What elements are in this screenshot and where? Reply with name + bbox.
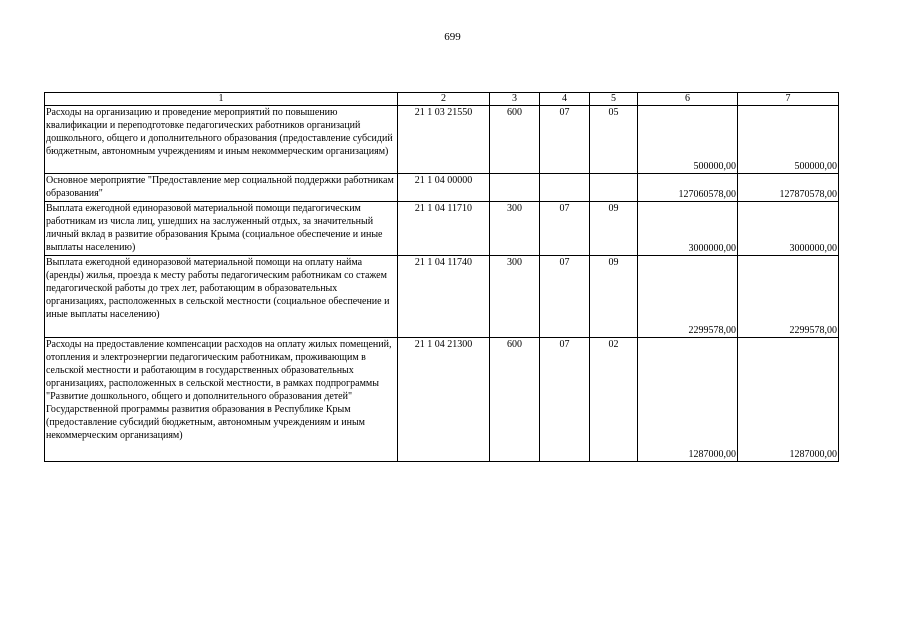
row-name-cell: Выплата ежегодной единоразовой материальной помощи педагогическим работникам из числа лиц, ушедших на заслуженный отдых, за значительный личный вклад в развитие образования Крыма (социальное обеспечение и иные выплаты населению) [45,202,398,256]
row-c5-cell [590,174,638,202]
table-header-row [45,93,839,106]
row-c3-cell: 300 [490,256,540,338]
row-value6-cell: 1287000,00 [638,338,738,462]
row-code-cell: 21 1 04 21300 [398,338,490,462]
header-cell-1: 1 [45,93,398,106]
row-name-cell: Основное мероприятие "Предоставление мер социальной поддержки работникам образования" [45,174,398,202]
row-value7-cell: 1287000,00 [738,338,839,462]
row-name-cell: Расходы на организацию и проведение мероприятий по повышению квалификации и переподготовке педагогических работников организаций дошкольного, общего и дополнительного образования (предоставление субсидий бюджетным, автономным учреждениям и иным некоммерческим организациям) [45,106,398,174]
row-value7-cell: 2299578,00 [738,256,839,338]
row-name-cell: Расходы на предоставление компенсации расходов на оплату жилых помещений, отопления и электроэнергии педагогическим работникам, проживающим в сельской местности и работающим в государственных образовательных организациях, расположенных в сельской местности, в рамках подпрограммы "Развитие дошкольного, общего и дополнительного образования детей" Государственной программы развития образования в Республике Крым (предоставление субсидий бюджетным, автономным учреждениям и иным некоммерческим организациям) [45,338,398,462]
row-c5-cell: 05 [590,106,638,174]
row-value6-cell: 3000000,00 [638,202,738,256]
row-value7-cell: 3000000,00 [738,202,839,256]
row-c3-cell: 600 [490,106,540,174]
header-cell-3: 3 [490,93,540,106]
budget-table [44,92,839,462]
row-c3-cell: 300 [490,202,540,256]
table-row [45,202,839,256]
row-c3-cell [490,174,540,202]
row-c3-cell: 600 [490,338,540,462]
row-c4-cell: 07 [540,256,590,338]
table-row [45,256,839,338]
row-value6-cell: 2299578,00 [638,256,738,338]
table-row [45,106,839,174]
row-c4-cell [540,174,590,202]
header-cell-4: 4 [540,93,590,106]
row-value7-cell: 127870578,00 [738,174,839,202]
page-number: 699 [444,31,461,43]
row-c5-cell: 02 [590,338,638,462]
header-cell-6: 6 [638,93,738,106]
row-c5-cell: 09 [590,256,638,338]
row-code-cell: 21 1 04 11740 [398,256,490,338]
row-code-cell: 21 1 04 00000 [398,174,490,202]
row-c4-cell: 07 [540,202,590,256]
row-code-cell: 21 1 04 11710 [398,202,490,256]
row-value7-cell: 500000,00 [738,106,839,174]
row-c5-cell: 09 [590,202,638,256]
row-c4-cell: 07 [540,338,590,462]
table-row [45,174,839,202]
row-value6-cell: 127060578,00 [638,174,738,202]
header-cell-5: 5 [590,93,638,106]
header-cell-2: 2 [398,93,490,106]
table-row [45,338,839,462]
header-cell-7: 7 [738,93,839,106]
row-name-cell: Выплата ежегодной единоразовой материальной помощи на оплату найма (аренды) жилья, проезда к месту работы педагогическим работникам со стажем педагогической работы до трех лет, работающим в образовательных организациях, расположенных в сельской местности (социальное обеспечение и иные выплаты населению) [45,256,398,338]
row-c4-cell: 07 [540,106,590,174]
row-code-cell: 21 1 03 21550 [398,106,490,174]
row-value6-cell: 500000,00 [638,106,738,174]
